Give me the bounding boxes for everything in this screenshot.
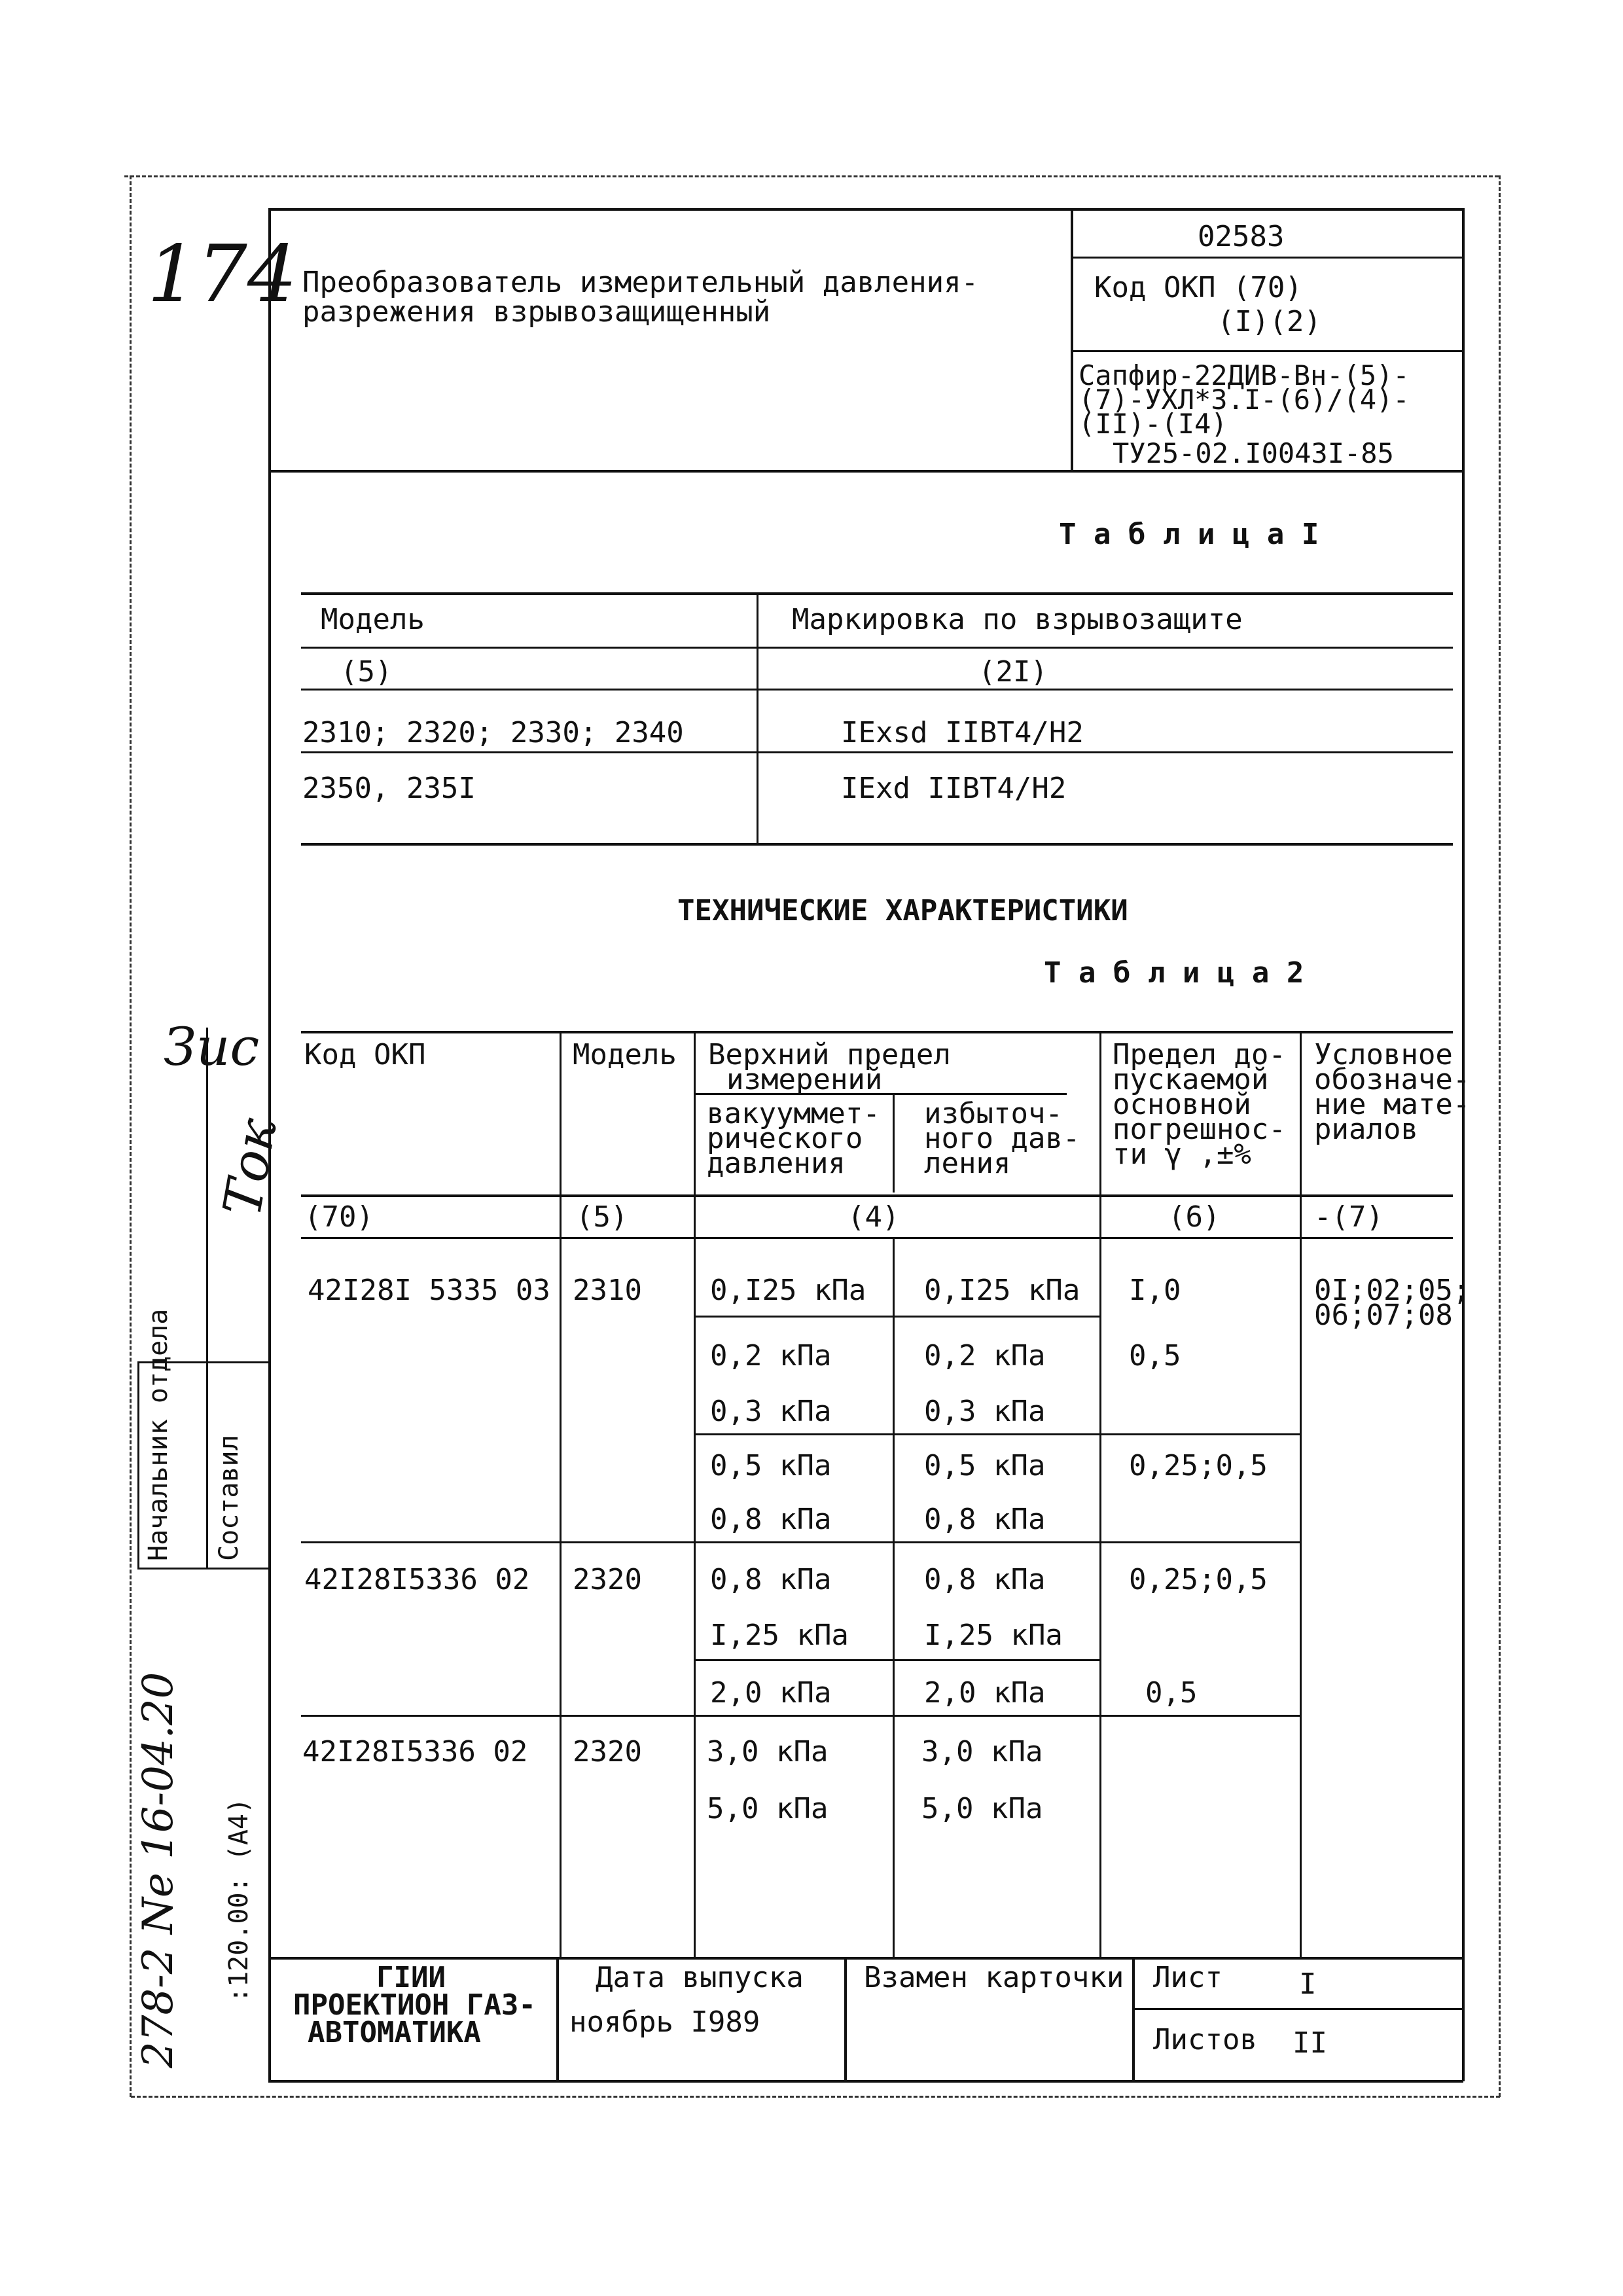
t2-vac-3: 0,5 кПа — [710, 1449, 832, 1482]
t2-h-okp: Код ОКП — [304, 1038, 426, 1071]
t2-g1-model: 2310 — [573, 1274, 642, 1307]
frame-left — [268, 208, 271, 2081]
outer-border-right — [1499, 175, 1501, 2097]
t2-h-mat-3: ние мате- — [1314, 1088, 1471, 1121]
table2-num-bottom — [301, 1237, 1453, 1239]
footer-sheet-value: I — [1299, 1967, 1317, 2001]
vertical-handwritten: 278-2 Ne 16-04.20 — [134, 1672, 183, 2068]
t2-h-mat-1: Условное — [1314, 1038, 1453, 1071]
table2-line-a — [694, 1316, 1099, 1318]
footer-sheets-value: II — [1293, 2026, 1327, 2060]
table1-col-marking: Маркировка по взрывозащите — [792, 603, 1243, 636]
t2-err-2: 0,25;0,5 — [1129, 1449, 1268, 1482]
t2-h-upper-2: измерений — [726, 1063, 883, 1096]
table2-v-upper-err — [1099, 1031, 1101, 1957]
t2-vac-8: 3,0 кПа — [707, 1735, 829, 1768]
t2-n-mat: -(7) — [1314, 1200, 1383, 1234]
okp-sub: (I)(2) — [1217, 305, 1321, 338]
t2-h-exc-3: ления — [924, 1147, 1011, 1180]
designation-line-4: ТУ25-02.I0043I-85 — [1113, 437, 1394, 469]
t2-err-0: I,0 — [1129, 1274, 1181, 1307]
t2-h-exc-1: избыточ- — [924, 1097, 1063, 1130]
t2-vac-5: 0,8 кПа — [710, 1563, 832, 1596]
t2-h-err-2: пускаемой — [1113, 1063, 1269, 1096]
okp-label: Код ОКП (70) — [1094, 271, 1302, 304]
table1-bottom — [301, 843, 1453, 846]
t2-vac-7: 2,0 кПа — [710, 1676, 832, 1710]
page-number: 174 — [147, 229, 298, 320]
table2-line-e — [301, 1715, 1300, 1717]
table1-header-line — [301, 647, 1453, 649]
table2-caption: Т а б л и ц а 2 — [1044, 956, 1304, 990]
t2-h-mat-2: обозначе- — [1314, 1063, 1471, 1096]
frame-bottom — [268, 2080, 1463, 2083]
footer-div-1 — [556, 1957, 559, 2081]
t2-vac-1: 0,2 кПа — [710, 1339, 832, 1372]
t2-g1-mat-2: 06;07;08 — [1314, 1299, 1453, 1332]
t2-h-err-5: ти γ ,±% — [1113, 1138, 1251, 1171]
t2-h-vac-2: рического — [707, 1122, 863, 1155]
t2-exc-1: 0,2 кПа — [924, 1339, 1046, 1372]
designation-line-1: Сапфир-22ДИВ-Вн-(5)- — [1079, 359, 1410, 391]
footer-top — [268, 1957, 1463, 1960]
footer-org-3: АВТОМАТИКА — [308, 2016, 481, 2049]
table1-row1-marking: IExsd IIBT4/H2 — [841, 716, 1084, 749]
t2-h-exc-2: ного дав- — [924, 1122, 1080, 1155]
t2-g1-mat-1: 0I;02;05; — [1314, 1274, 1471, 1307]
t2-exc-9: 5,0 кПа — [921, 1792, 1043, 1825]
t2-h-err-1: Предел до- — [1113, 1038, 1286, 1071]
table2-top — [301, 1031, 1453, 1033]
stamp-author: Составил — [214, 1435, 244, 1561]
table1-row1-model: 2310; 2320; 2330; 2340 — [302, 716, 684, 749]
t2-exc-4: 0,8 кПа — [924, 1503, 1046, 1536]
product-title-line-1: Преобразователь измерительный давления- — [302, 266, 979, 299]
frame-top — [268, 208, 1463, 211]
table1-col-model: Модель — [321, 603, 425, 636]
table1-top — [301, 592, 1453, 595]
footer-org-1: ГIИИ — [376, 1961, 446, 1994]
stamp-divider-2 — [206, 1028, 208, 1568]
t2-vac-0: 0,I25 кПа — [710, 1274, 866, 1307]
t2-g3-okp: 42I28I5336 02 — [302, 1735, 528, 1768]
stamp-chief: Начальник отдела — [143, 1308, 173, 1561]
footer-replaces: Взамен карточки — [864, 1961, 1124, 1994]
outer-border-left — [130, 175, 132, 2097]
header-bottom-line — [268, 470, 1463, 473]
t2-h-model: Модель — [573, 1038, 677, 1071]
footer-date-label: Дата выпуска — [596, 1961, 804, 1994]
t2-exc-3: 0,5 кПа — [924, 1449, 1046, 1482]
footer-sheet-label: Лист — [1153, 1961, 1222, 1994]
table1-row2-marking: IExd IIBT4/H2 — [841, 772, 1067, 805]
table2-v-vac-exc-header — [893, 1094, 895, 1193]
t2-n-upper: (4) — [847, 1200, 900, 1234]
t2-exc-7: 2,0 кПа — [924, 1676, 1046, 1710]
t2-n-err: (6) — [1168, 1200, 1221, 1234]
t2-h-upper-1: Верхний предел — [708, 1038, 951, 1071]
outer-border-bottom — [131, 2096, 1500, 2098]
outer-border-top — [124, 175, 1499, 177]
t2-h-mat-4: риалов — [1314, 1113, 1418, 1146]
t2-g2-okp: 42I28I5336 02 — [304, 1563, 530, 1596]
t2-exc-6: I,25 кПа — [924, 1619, 1063, 1652]
t2-vac-9: 5,0 кПа — [707, 1792, 829, 1825]
vertical-print: :120.00: (A4) — [224, 1797, 254, 2003]
table1-num-line — [301, 689, 1453, 691]
table1-row2-model: 2350, 235I — [302, 772, 476, 805]
table1-num-model: (5) — [340, 655, 393, 689]
table2-v-vac-exc-body — [893, 1237, 895, 1957]
t2-n-model: (5) — [576, 1200, 628, 1234]
footer-date-value: ноябрь I989 — [569, 2005, 760, 2039]
t2-h-vac-3: давления — [707, 1147, 846, 1180]
t2-h-err-3: основной — [1113, 1088, 1251, 1121]
t2-exc-5: 0,8 кПа — [924, 1563, 1046, 1596]
signature-1: Зис — [164, 1016, 260, 1077]
signature-2: Ток — [211, 1113, 289, 1221]
frame-right — [1462, 208, 1465, 2081]
footer-org-2: ПРОЕКТИОН ГАЗ- — [293, 1988, 536, 2022]
t2-h-err-4: погрешнос- — [1113, 1113, 1286, 1146]
table2-line-b — [694, 1433, 1300, 1435]
stamp-divider-1 — [137, 1361, 139, 1568]
t2-vac-4: 0,8 кПа — [710, 1503, 832, 1536]
okp-underline — [1071, 350, 1463, 352]
t2-err-3: 0,25;0,5 — [1129, 1563, 1268, 1596]
code-underline — [1071, 257, 1463, 259]
t2-exc-8: 3,0 кПа — [921, 1735, 1043, 1768]
t2-exc-2: 0,3 кПа — [924, 1395, 1046, 1428]
t2-g1-okp: 42I28I 5335 03 — [308, 1274, 550, 1307]
designation-line-3: (II)-(I4) — [1079, 408, 1228, 440]
footer-sheet-line — [1132, 2008, 1463, 2010]
table1-caption: Т а б л и ц а I — [1059, 518, 1319, 551]
table1-col-divider — [757, 592, 758, 843]
section-title: ТЕХНИЧЕСКИЕ ХАРАКТЕРИСТИКИ — [677, 894, 1128, 927]
t2-err-1: 0,5 — [1129, 1339, 1181, 1372]
t2-g2-model: 2320 — [573, 1563, 642, 1596]
table1-row1-line — [301, 751, 1453, 753]
t2-vac-2: 0,3 кПа — [710, 1395, 832, 1428]
t2-n-okp: (70) — [304, 1200, 374, 1234]
table1-num-marking: (2I) — [978, 655, 1048, 689]
t2-exc-0: 0,I25 кПа — [924, 1274, 1080, 1307]
table2-header-bottom — [301, 1194, 1453, 1197]
designation-line-2: (7)-УХЛ*3.I-(6)/(4)- — [1079, 384, 1410, 416]
t2-g3-model: 2320 — [573, 1735, 642, 1768]
table2-v-okp-model — [560, 1031, 562, 1957]
footer-div-3 — [1132, 1957, 1135, 2081]
t2-vac-6: I,25 кПа — [710, 1619, 849, 1652]
footer-div-2 — [844, 1957, 847, 2081]
document-code: 02583 — [1198, 220, 1285, 253]
table2-line-c — [301, 1541, 1300, 1543]
stamp-bottom-line — [137, 1568, 268, 1570]
table2-line-d — [694, 1659, 1099, 1661]
product-title-line-2: разрежения взрывозащищенный — [302, 295, 771, 329]
table2-v-err-mat — [1300, 1031, 1302, 1957]
table2-v-model-upper — [694, 1031, 696, 1957]
header-divider — [1071, 208, 1073, 471]
t2-h-vac-1: вакууммет- — [707, 1097, 880, 1130]
footer-sheets-label: Листов — [1153, 2023, 1257, 2056]
t2-err-4: 0,5 — [1145, 1676, 1198, 1710]
